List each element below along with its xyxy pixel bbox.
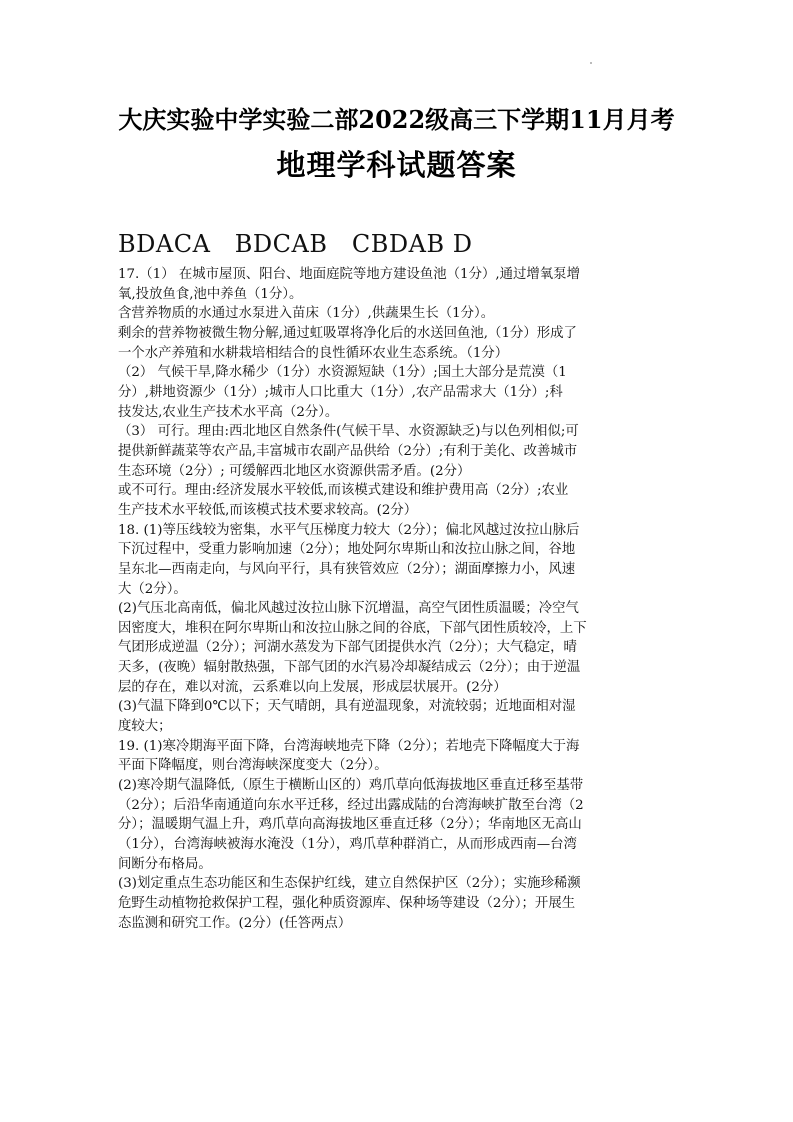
answer-line: 天多，(夜晚）辐射散热强，下部气团的水汽易冷却凝结成云（2分）；由于逆温	[118, 660, 581, 676]
page-title-line1: 大庆实验中学实验二部2022级高三下学期11月月考	[118, 105, 675, 134]
answer-line: 含营养物质的水通过水泵进入苗床（1分）,供蔬果生长（1分）。	[118, 306, 495, 322]
answer-line: 危野生动植物抢救保护工程，强化种质资源库、保种场等建设（2分）；开展生	[118, 896, 576, 911]
answer-line: （2分）；后沿华南通道向东水平迁移，经过出露成陆的台湾海峡扩散至台湾（2	[118, 797, 584, 813]
answer-line: 呈东北—西南走向，与风向平行，具有狭管效应（2分）；湖面摩擦力小，风速	[118, 561, 576, 577]
answer-line: 大（2分）。	[118, 581, 187, 597]
answer-line: 提供新鲜蔬菜等农产品,丰富城市农副产品供给（2分）;有利于美化、改善城市	[118, 443, 578, 459]
multiple-choice-answer-key: BDACA BDCAB CBDAB D	[118, 230, 473, 258]
answer-line: 一个水产养殖和水耕栽培相结合的良性循环农业生态系统。（1分）	[118, 345, 509, 361]
answer-line: 下沉过程中，受重力影响加速（2分）；地处阿尔卑斯山和汝拉山脉之间，谷地	[118, 542, 576, 558]
answer-line: 度较大；	[118, 719, 172, 735]
answer-line: 分）；温暖期气温上升，鸡爪草向高海拔地区垂直迁移（2分）；华南地区无高山	[118, 817, 582, 833]
scan-speck	[590, 62, 592, 64]
answer-line: 技发达,农业生产技术水平高（2分）。	[118, 404, 339, 420]
answer-line: （1分），台湾海峡被海水淹没（1分），鸡爪草种群消亡，从而形成西南—台湾	[118, 837, 577, 853]
answer-line: 间断分布格局。	[118, 856, 212, 872]
answer-line: 19. (1)寒冷期海平面下降，台湾海峡地壳下降（2分）；若地壳下降幅度大于海	[118, 738, 580, 754]
answer-line: 平面下降幅度，则台湾海峡深度变大（2分）。	[118, 758, 388, 774]
answer-line: 生态环境（2分）; 可缓解西北地区水资源供需矛盾。(2分）	[118, 463, 471, 479]
answer-line: （2） 气候干旱,降水稀少（1分）水资源短缺（1分）;国土大部分是荒漠（1	[118, 365, 567, 381]
answer-line: （3） 可行。理由:西北地区自然条件(气候干旱、水资源缺乏)与以色列相似;可	[118, 424, 579, 440]
answer-line: 生产技术水平较低,而该模式技术要求较高。(2分）	[118, 502, 418, 518]
page-title-line2: 地理学科试题答案	[276, 148, 517, 182]
answer-line: 因密度大，堆积在阿尔卑斯山和汝拉山脉之间的谷底，下部气团性质较冷，上下	[118, 620, 587, 636]
answer-line: 态监测和研究工作。(2分）(任答两点）	[118, 915, 352, 931]
answer-line: 17.（1） 在城市屋顶、阳台、地面庭院等地方建设鱼池（1分）,通过增氧泵增	[118, 267, 580, 282]
answer-line: (3)划定重点生态功能区和生态保护红线，建立自然保护区（2分）；实施珍稀濒	[118, 876, 581, 892]
answer-line: 18. (1)等压线较为密集，水平气压梯度力较大（2分）；偏北风越过汝拉山脉后	[118, 522, 580, 538]
answer-body	[118, 265, 688, 933]
answer-line: 分）,耕地资源少（1分）;城市人口比重大（1分）,农产品需求大（1分）;科	[118, 384, 563, 400]
answer-line: 或不可行。理由:经济发展水平较低,而该模式建设和维护费用高（2分）;农业	[118, 483, 569, 499]
answer-line: 层的存在，难以对流，云系难以向上发展，形成层状展开。(2分）	[118, 679, 507, 695]
answer-line: 气团形成逆温（2分）；河湖水蒸发为下部气团提供水汽（2分）；大气稳定，晴	[118, 640, 577, 656]
answer-line: (3)气温下降到0℃以下；天气晴朗，具有逆温现象，对流较弱；近地面相对湿	[118, 699, 576, 715]
answer-line: 氧,投放鱼食,池中养鱼（1分）。	[118, 286, 303, 302]
answer-line: 剩余的营养物被微生物分解,通过虹吸罩将净化后的水送回鱼池,（1分）形成了	[118, 325, 577, 341]
answer-line: (2)气压北高南低，偏北风越过汝拉山脉下沉增温，高空气团性质温暖；冷空气	[118, 601, 579, 617]
answer-line: (2)寒冷期气温降低,（原生于横断山区的）鸡爪草向低海拔地区垂直迁移至基带	[118, 778, 584, 794]
